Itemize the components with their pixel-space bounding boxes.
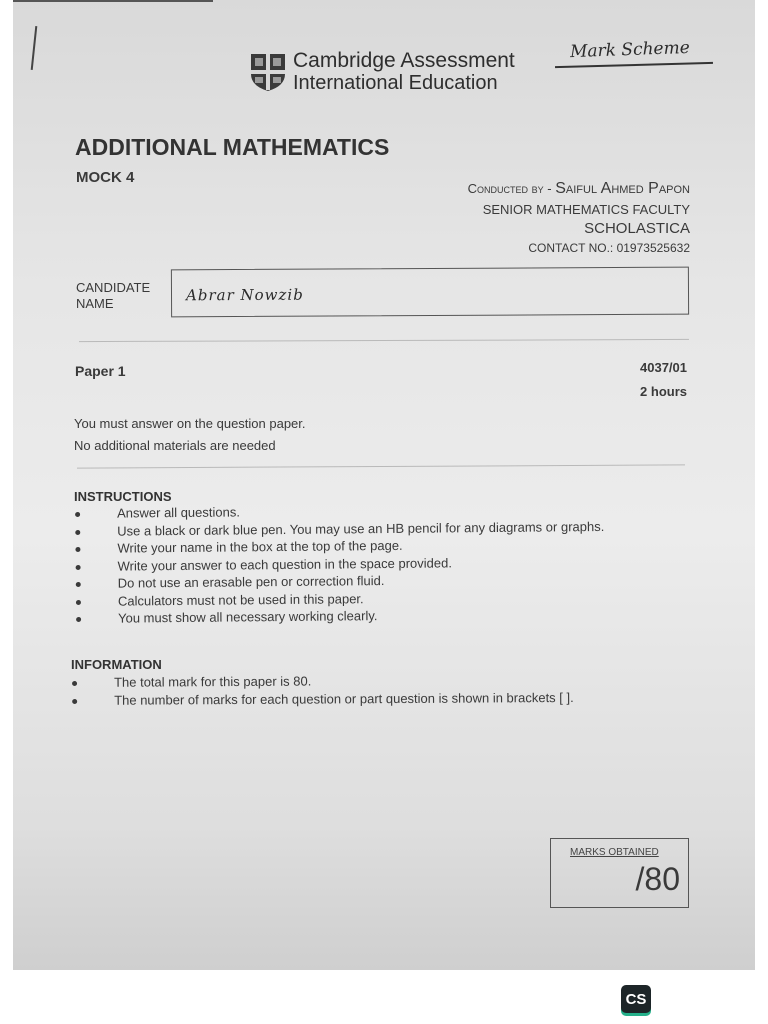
exam-paper — [13, 0, 755, 970]
candidate-name-handwritten: Abrar Nowzib — [185, 285, 304, 305]
camscanner-badge-icon: CS — [621, 985, 651, 1013]
paper-title: Paper 1 — [75, 363, 126, 379]
marks-total: /80 — [635, 861, 680, 897]
list-item: Answer all questions. — [74, 500, 604, 523]
contact-line: CONTACT NO.: 01973525632 — [528, 241, 690, 255]
conductor-block — [468, 180, 690, 255]
divider — [77, 464, 685, 468]
information-heading: INFORMATION — [71, 657, 162, 672]
mark-scheme-annotation: Mark Scheme — [569, 37, 691, 63]
candidate-name-box[interactable] — [171, 267, 689, 318]
paper-code-block — [640, 356, 687, 404]
candidate-label-line1: CANDIDATE — [76, 280, 151, 295]
pen-mark — [31, 26, 38, 70]
subject-title: ADDITIONAL MATHEMATICS — [75, 134, 390, 160]
org-name-line1: Cambridge Assessment — [293, 49, 515, 72]
list-item: You must show all necessary working clearly. — [75, 605, 605, 628]
list-item: Write your answer to each question in the space provided. — [75, 552, 605, 575]
divider — [79, 339, 689, 342]
instructions-list — [74, 500, 605, 628]
mock-label: MOCK 4 — [76, 169, 135, 186]
faculty-line: SENIOR MATHEMATICS FACULTY — [482, 202, 690, 217]
paper-code: 4037/01 — [640, 360, 687, 375]
marks-obtained-box — [550, 838, 689, 908]
list-item: Calculators must not be used in this paper. — [75, 587, 605, 610]
list-item: Do not use an erasable pen or correction fluid. — [75, 570, 605, 593]
org-name-line2: International Education — [293, 72, 498, 94]
annotation-underline — [555, 62, 713, 68]
materials-note: No additional materials are needed — [74, 438, 276, 453]
cambridge-crest-icon — [249, 52, 287, 92]
marks-obtained-label: MARKS OBTAINED — [570, 847, 659, 858]
information-list — [71, 671, 574, 709]
cambridge-logo — [249, 50, 515, 94]
school-line: SCHOLASTICA — [584, 220, 690, 237]
list-item: Write your name in the box at the top of the page. — [74, 535, 604, 558]
conductor-name: Saiful Ahmed Papon — [555, 180, 690, 197]
list-item: The total mark for this paper is 80. — [71, 671, 574, 692]
candidate-label-line2: NAME — [76, 296, 114, 311]
candidate-name-label — [76, 280, 150, 312]
answer-note: You must answer on the question paper. — [74, 416, 306, 431]
paper-duration: 2 hours — [640, 384, 687, 399]
instructions-heading: INSTRUCTIONS — [74, 489, 172, 504]
conducted-label: Conducted by - — [467, 181, 556, 196]
list-item: The number of marks for each question or part question is shown in brackets [ ]. — [71, 688, 574, 709]
paper-edge — [13, 0, 213, 2]
list-item: Use a black or dark blue pen. You may use an HB pencil for any diagrams or graphs. — [74, 517, 604, 540]
